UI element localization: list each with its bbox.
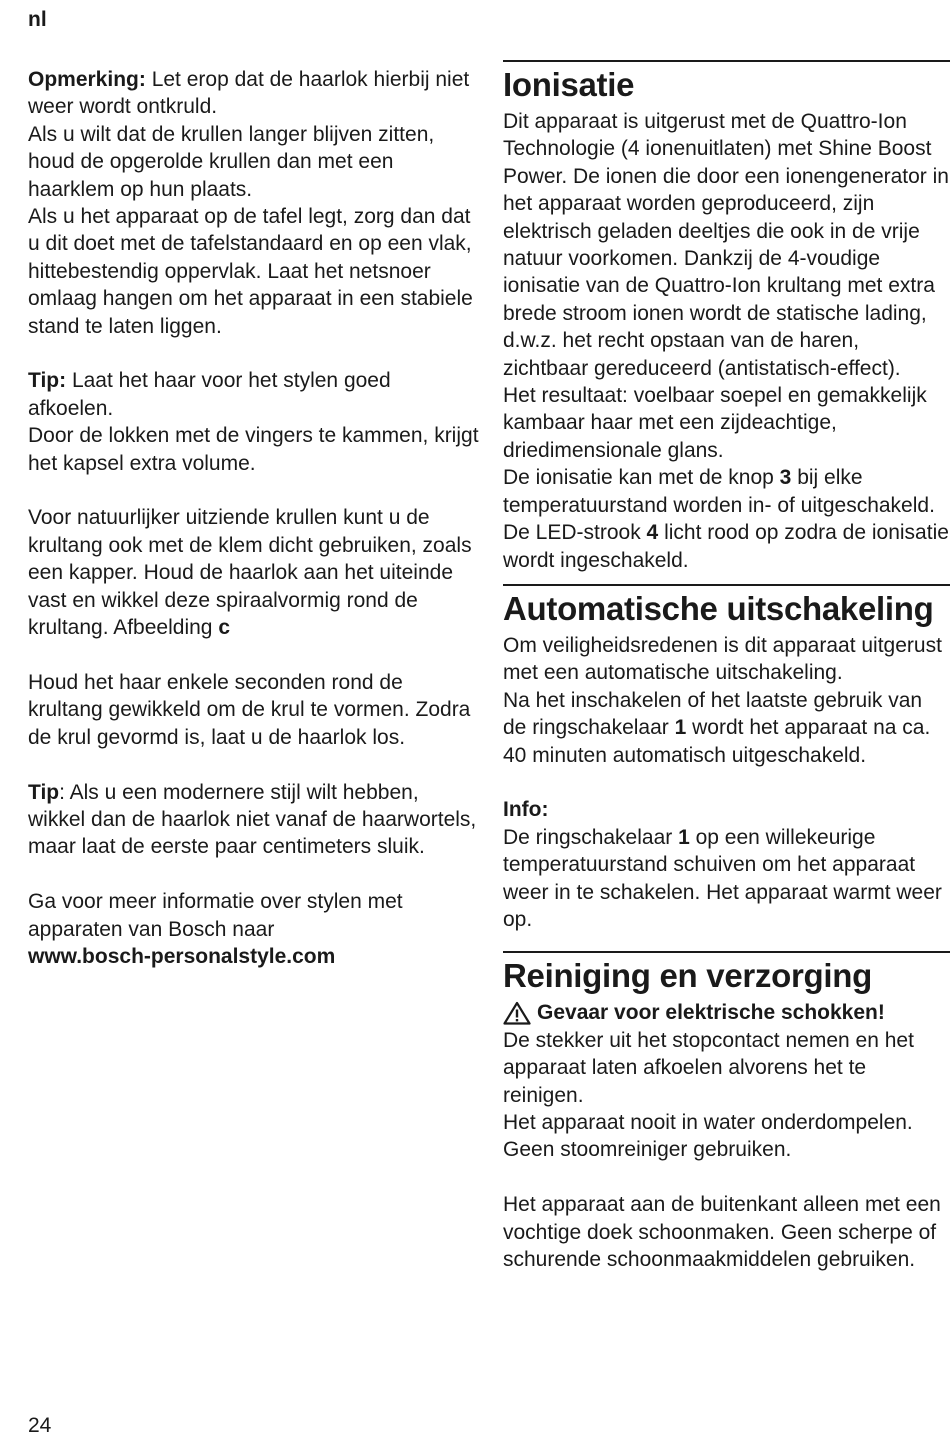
tip-text: Laat het haar voor het stylen goed afkoelen. bbox=[28, 369, 391, 420]
tip-label: Tip: bbox=[28, 369, 67, 393]
reiniging-heading: Reiniging en verzorging bbox=[503, 957, 872, 995]
led-number: 4 bbox=[646, 521, 659, 545]
opmerking-label: Opmerking: bbox=[28, 68, 146, 91]
warning-text: Gevaar voor elektrische schokken! bbox=[537, 1001, 885, 1025]
resultaat-paragraph: Het resultaat: voelbaar soepel en gemakkelijk kambaar haar met een zijdeachtige, driedimensionale glans. bbox=[503, 384, 927, 462]
page-number: 24 bbox=[28, 1414, 52, 1437]
water-paragraph: Het apparaat nooit in water onderdompelen. bbox=[503, 1110, 913, 1134]
stoom-paragraph: Geen stoomreiniger gebruiken. bbox=[503, 1138, 792, 1162]
language-code: nl bbox=[28, 8, 47, 31]
info-number: 1 bbox=[678, 825, 690, 849]
houd-paragraph: Houd het haar enkele seconden rond de krultang gewikkeld om de krul te vormen. Zodra de krul gevormd is, laat u de haarlok los. bbox=[28, 670, 471, 749]
knop-number: 3 bbox=[779, 466, 792, 490]
ringschakelaar-paragraph: Na het inschakelen of het laatste gebruik van de ringschakelaar 1 wordt het apparaat na ca. 40 minuten automatisch uitgeschakeld. bbox=[503, 688, 931, 767]
natuurlijk-paragraph bbox=[28, 504, 480, 641]
tip2-label: Tip bbox=[28, 780, 60, 804]
warning-line bbox=[503, 999, 950, 1026]
natuurlijk-text: Voor natuurlijker uitziende krullen kunt u de krultang ook met de klem dicht gebruiken, zoals een kapper. Houd de haarlok aan het uiteinde vast en wikkel deze spiraalvormig rond de krultang. Afbeelding bbox=[28, 506, 472, 640]
krullen-paragraph: Als u wilt dat de krullen langer blijven zitten, houd de opgerolde krullen dan met een haarklem op hun plaats. bbox=[28, 122, 435, 201]
info-paragraph: De ringschakelaar 1 op een willekeurige temperatuurstand schuiven om het apparaat weer in te schakelen. Het apparaat warmt weer op. bbox=[503, 825, 942, 931]
right-column bbox=[503, 60, 950, 1273]
uitschakeling-paragraph: Om veiligheidsredenen is dit apparaat uitgerust met een automatische uitschakeling. bbox=[503, 633, 942, 685]
knop-paragraph: De ionisatie kan met de knop 3 bij elke temperatuurstand worden in- of uitgeschakeld. De LED-strook 4 licht rood op zodra de ionisatie wordt ingeschakeld. bbox=[503, 466, 949, 572]
opmerking-paragraph bbox=[28, 66, 480, 121]
lokken-paragraph: Door de lokken met de vingers te kammen, krijgt het kapsel extra volume. bbox=[28, 424, 479, 475]
figure-reference: c bbox=[218, 616, 230, 640]
meer-info-paragraph: Ga voor meer informatie over stylen met apparaten van Bosch naar bbox=[28, 890, 403, 941]
ringschakelaar-number: 1 bbox=[674, 716, 687, 740]
tafel-paragraph: Als u het apparaat op de tafel legt, zorg dan dat u dit doet met de tafelstandaard en op een vlak, hittebestendig oppervlak. Laat het netsnoer omlaag hangen om het apparaat in een stabiele stand te laten liggen. bbox=[28, 205, 473, 338]
buitenkant-paragraph: Het apparaat aan de buitenkant alleen met een vochtige doek schoonmaken. Geen scherpe of schurende schoonmaakmiddelen gebruiken. bbox=[503, 1193, 941, 1271]
stekker-paragraph: De stekker uit het stopcontact nemen en het apparaat laten afkoelen alvorens het te reinigen. bbox=[503, 1028, 914, 1107]
left-column bbox=[28, 66, 480, 970]
ionisatie-heading: Ionisatie bbox=[503, 66, 635, 103]
tip2-paragraph bbox=[28, 779, 480, 861]
info-label: Info: bbox=[503, 798, 549, 822]
uitschakeling-heading: Automatische uitschakeling bbox=[503, 589, 934, 627]
tip2-text: : Als u een modernere stijl wilt hebben, wikkel dan de haarlok niet vanaf de haarwortels, maar laat de eerste paar centimeters sluik. bbox=[28, 780, 477, 859]
ionisatie-paragraph: Dit apparaat is uitgerust met de Quattro-Ion Technologie (4 ionenuitlaten) met Shine Boost Power. De ionen die door een ionengenerator in het apparaat worden geproduceerd, zijn elektrisch geladen deeltjes die ook in de vrije natuur voorkomen. Dankzij de 4-voudige ionisatie van de Quattro-Ion krultang met extra brede stroom ionen wordt de statische lading, d.w.z. het recht opstaan van de haren, zichtbaar gereduceerd (antistatisch-effect). bbox=[503, 110, 949, 380]
website-link[interactable]: www.bosch-personalstyle.com bbox=[28, 944, 336, 968]
tip-paragraph bbox=[28, 367, 480, 422]
opmerking-text: Let erop dat de haarlok hierbij niet weer wordt ontkruld. bbox=[28, 68, 470, 119]
warning-triangle-icon bbox=[503, 1001, 531, 1025]
